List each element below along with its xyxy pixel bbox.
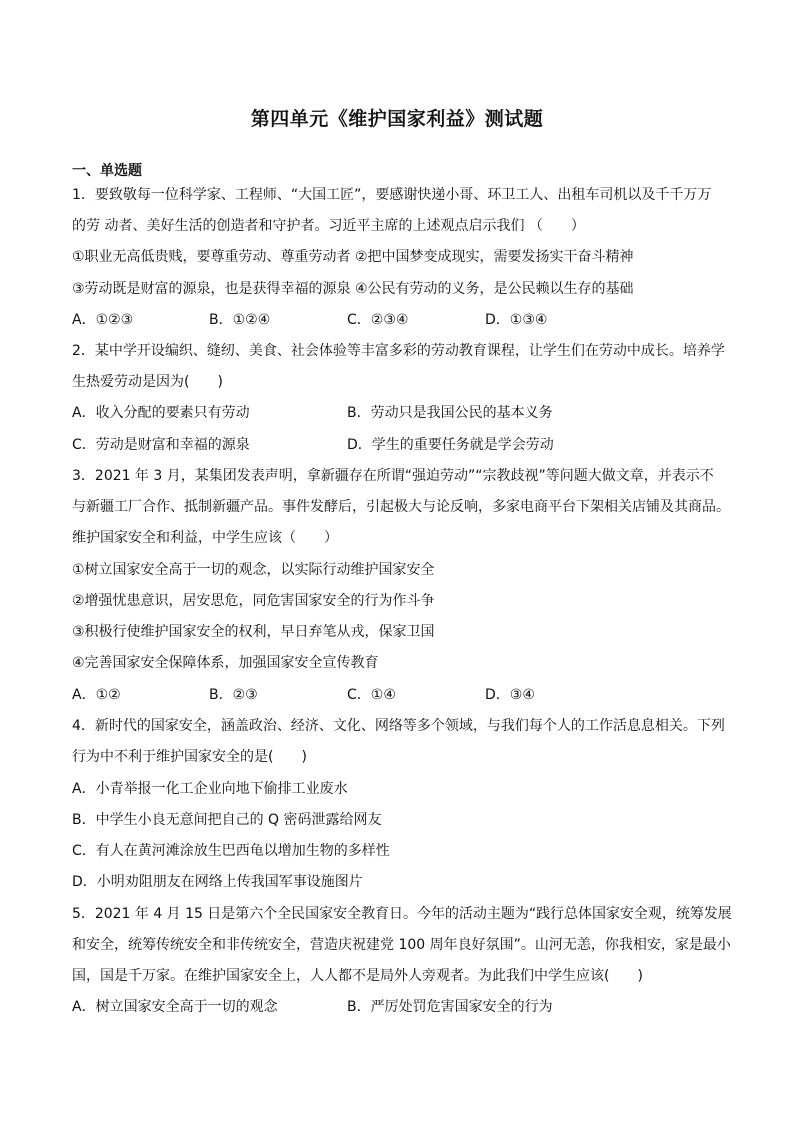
- q3-option-a: A．①②: [72, 687, 121, 703]
- q3-stem-line: 与新疆工厂合作、抵制新疆产品。事件发酵后，引起极大与论反响，多家电商平台下架相关店铺及其商品。: [72, 499, 730, 515]
- q2-option-c: C．劳动是财富和幸福的源泉: [72, 437, 250, 453]
- q1-option-d: D．①③④: [485, 312, 548, 328]
- q1-statement-line: ①职业无高低贵贱，要尊重劳动、尊重劳动者 ②把中国梦变成现实，需要发扬实干奋斗精神: [72, 249, 634, 265]
- q1-stem-line: 1．要致敬每一位科学家、工程师、“大国工匠”，要感谢快递小哥、环卫工人、出租车司机以及千千万万: [72, 187, 712, 203]
- q1-option-c: C．②③④: [347, 312, 409, 328]
- q5-stem-line: 5．2021 年 4 月 15 日是第六个全民国家安全教育日。今年的活动主题为“践行总体国家安全观，统筹发展: [72, 906, 732, 922]
- q4-stem-line: 行为中不利于维护国家安全的是( ): [72, 749, 307, 765]
- q5-stem-line: 国，国是千万家。在维护国家安全上，人人都不是局外人旁观者。为此我们中学生应该( ): [72, 968, 643, 984]
- q2-stem-line: 生热爱劳动是因为( ): [72, 374, 223, 390]
- q3-option-d: D．③④: [485, 687, 535, 703]
- page-title: 第四单元《维护国家利益》测试题: [250, 108, 544, 130]
- q4-option-d: D．小明劝阻朋友在网络上传我国军事设施图片: [72, 874, 363, 890]
- q3-option-c: C．①④: [347, 687, 396, 703]
- q4-option-a: A．小青举报一化工企业向地下偷排工业废水: [72, 781, 348, 797]
- q1-option-a: A．①②③: [72, 312, 134, 328]
- q3-stem-line: 3．2021 年 3 月，某集团发表声明，拿新疆存在所谓“强迫劳动”“宗教歧视”等问题大做文章，并表示不: [72, 468, 714, 484]
- q2-option-a: A．收入分配的要素只有劳动: [72, 405, 250, 421]
- q4-option-b: B．中学生小良无意间把自己的 Q 密码泄露给网友: [72, 812, 382, 828]
- q5-option-a: A．树立国家安全高于一切的观念: [72, 999, 278, 1015]
- section-heading: 一、单选题: [72, 163, 142, 179]
- q2-stem-line: 2．某中学开设编织、缝纫、美食、社会体验等丰富多彩的劳动教育课程，让学生们在劳动中成长。培养学: [72, 343, 725, 359]
- q1-option-b: B．①②④: [209, 312, 271, 328]
- q4-stem-line: 4．新时代的国家安全，涵盖政治、经济、文化、网络等多个领域，与我们每个人的工作活息息相关。下列: [72, 718, 725, 734]
- q3-stem-line: 维护国家安全和利益，中学生应该（ ）: [72, 530, 338, 546]
- q5-option-b: B．严厉处罚危害国家安全的行为: [347, 999, 553, 1015]
- q3-statement-line: ④完善国家安全保障体系，加强国家安全宣传教育: [72, 655, 379, 671]
- q1-statement-line: ③劳动既是财富的源泉，也是获得幸福的源泉 ④公民有劳动的义务，是公民赖以生存的基础: [72, 281, 634, 297]
- q2-option-b: B．劳动只是我国公民的基本义务: [347, 405, 553, 421]
- q1-stem-line: 的劳 动者、美好生活的创造者和守护者。习近平主席的上述观点启示我们 （ ）: [72, 218, 585, 234]
- q3-statement-line: ①树立国家安全高于一切的观念，以实际行动维护国家安全: [72, 562, 435, 578]
- q3-statement-line: ③积极行使维护国家安全的权利，早日弃笔从戎，保家卫国: [72, 624, 435, 640]
- q3-option-b: B．②③: [209, 687, 258, 703]
- q3-statement-line: ②增强忧患意识，居安思危，同危害国家安全的行为作斗争: [72, 593, 435, 609]
- q4-option-c: C．有人在黄河滩涂放生巴西龟以增加生物的多样性: [72, 843, 390, 859]
- q5-stem-line: 和安全，统筹传统安全和非传统安全，营造庆祝建党 100 周年良好氛围”。山河无恙，你我相安，家是最小: [72, 937, 731, 953]
- q2-option-d: D．学生的重要任务就是学会劳动: [347, 437, 554, 453]
